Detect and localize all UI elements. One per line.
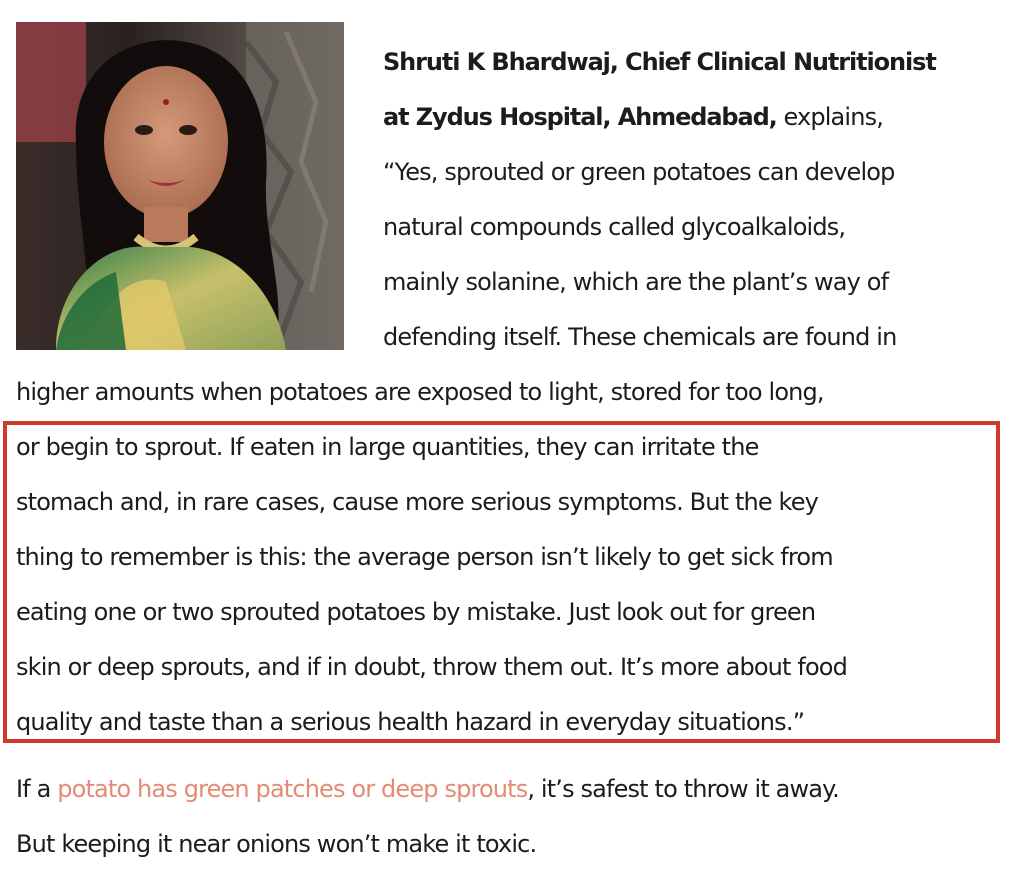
- quote-line: quality and taste than a serious health hazard in everyday situations.”: [16, 708, 805, 736]
- expert-name-line-1: [383, 42, 936, 82]
- highlighted-quote-box: [3, 421, 1000, 743]
- quote-line: natural compounds called glycoalkaloids,: [383, 213, 846, 241]
- quote-line: mainly solanine, which are the plant’s way of: [383, 268, 889, 296]
- expert-name-line-2: [383, 97, 883, 137]
- quote-line: thing to remember is this: the average person isn’t likely to get sick from: [16, 543, 833, 571]
- conclusion-suffix: , it’s safest to throw it away.: [527, 775, 839, 803]
- quote-line: “Yes, sprouted or green potatoes can develop: [383, 158, 895, 186]
- quote-line: eating one or two sprouted potatoes by mistake. Just look out for green: [16, 598, 816, 626]
- conclusion-line-2: But keeping it near onions won’t make it toxic.: [16, 830, 537, 858]
- quote-line: defending itself. These chemicals are found in: [383, 323, 897, 351]
- conclusion-prefix: If a: [16, 775, 58, 803]
- potato-green-patches-link[interactable]: potato has green patches or deep sprouts: [57, 775, 528, 803]
- expert-affiliation: at Zydus Hospital, Ahmedabad,: [383, 103, 777, 131]
- expert-name-title: Shruti K Bhardwaj, Chief Clinical Nutritionist: [383, 48, 936, 76]
- quote-line: higher amounts when potatoes are exposed to light, stored for too long,: [16, 378, 824, 406]
- expert-photo: [16, 22, 344, 350]
- person-photo-icon: [16, 22, 344, 350]
- explains-text: explains,: [776, 103, 884, 131]
- conclusion-line-1: [16, 769, 839, 809]
- quote-line: stomach and, in rare cases, cause more serious symptoms. But the key: [16, 488, 819, 516]
- quote-line: or begin to sprout. If eaten in large quantities, they can irritate the: [16, 433, 759, 461]
- quote-line: skin or deep sprouts, and if in doubt, throw them out. It’s more about food: [16, 653, 848, 681]
